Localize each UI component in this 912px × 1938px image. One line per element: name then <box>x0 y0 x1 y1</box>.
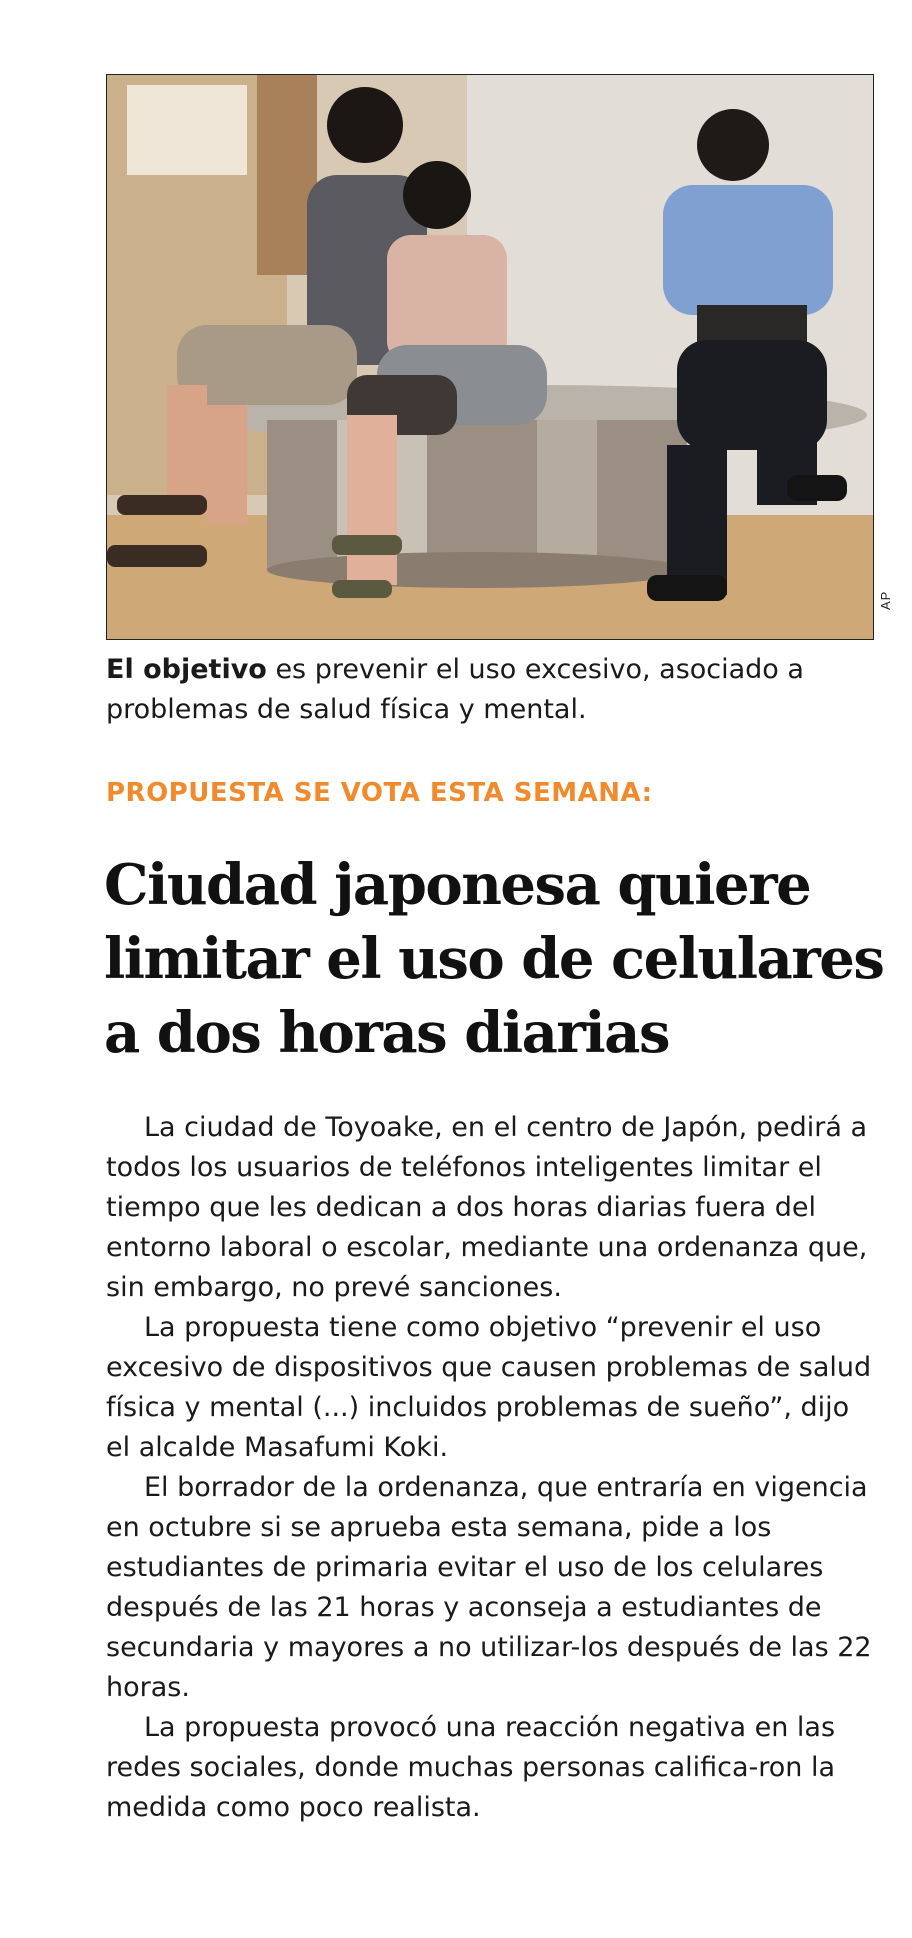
article-paragraph: La ciudad de Toyoake, en el centro de Japón, pedirá a todos los usuarios de teléfonos inteligentes limitar el tiempo que les dedican a dos horas diarias fuera del entorno laboral o escolar, mediante una ordenanza que, sin embargo, no prevé sanciones. <box>106 1112 868 1303</box>
kicker: PROPUESTA SE VOTA ESTA SEMANA: <box>106 778 653 808</box>
photo-credit: AP <box>878 590 893 610</box>
article-body <box>106 1108 876 1828</box>
photo-caption <box>106 650 876 730</box>
caption-text: es prevenir el uso excesivo, asociado a problemas de salud física y mental. <box>106 654 804 725</box>
news-photo <box>106 74 874 640</box>
article-paragraph: La propuesta tiene como objetivo “prevenir el uso excesivo de dispositivos que causen problemas de salud física y mental (...) incluidos problemas de sueño”, dijo el alcalde Masafumi Koki. <box>106 1312 872 1463</box>
caption-lead: El objetivo <box>106 654 267 685</box>
article-paragraph: La propuesta provocó una reacción negativa en las redes sociales, donde muchas personas califica-ron la medida como poco realista. <box>106 1712 836 1823</box>
article-paragraph: El borrador de la ordenanza, que entraría en vigencia en octubre si se aprueba esta semana, pide a los estudiantes de primaria evitar el uso de los celulares después de las 21 horas y aconseja a estudiantes de secundaria y mayores a no utilizar-los después de las 22 horas. <box>106 1472 872 1703</box>
headline: Ciudad japonesa quiere limitar el uso de celulares a dos horas diarias <box>104 852 884 1066</box>
photo-illustration <box>107 75 873 639</box>
